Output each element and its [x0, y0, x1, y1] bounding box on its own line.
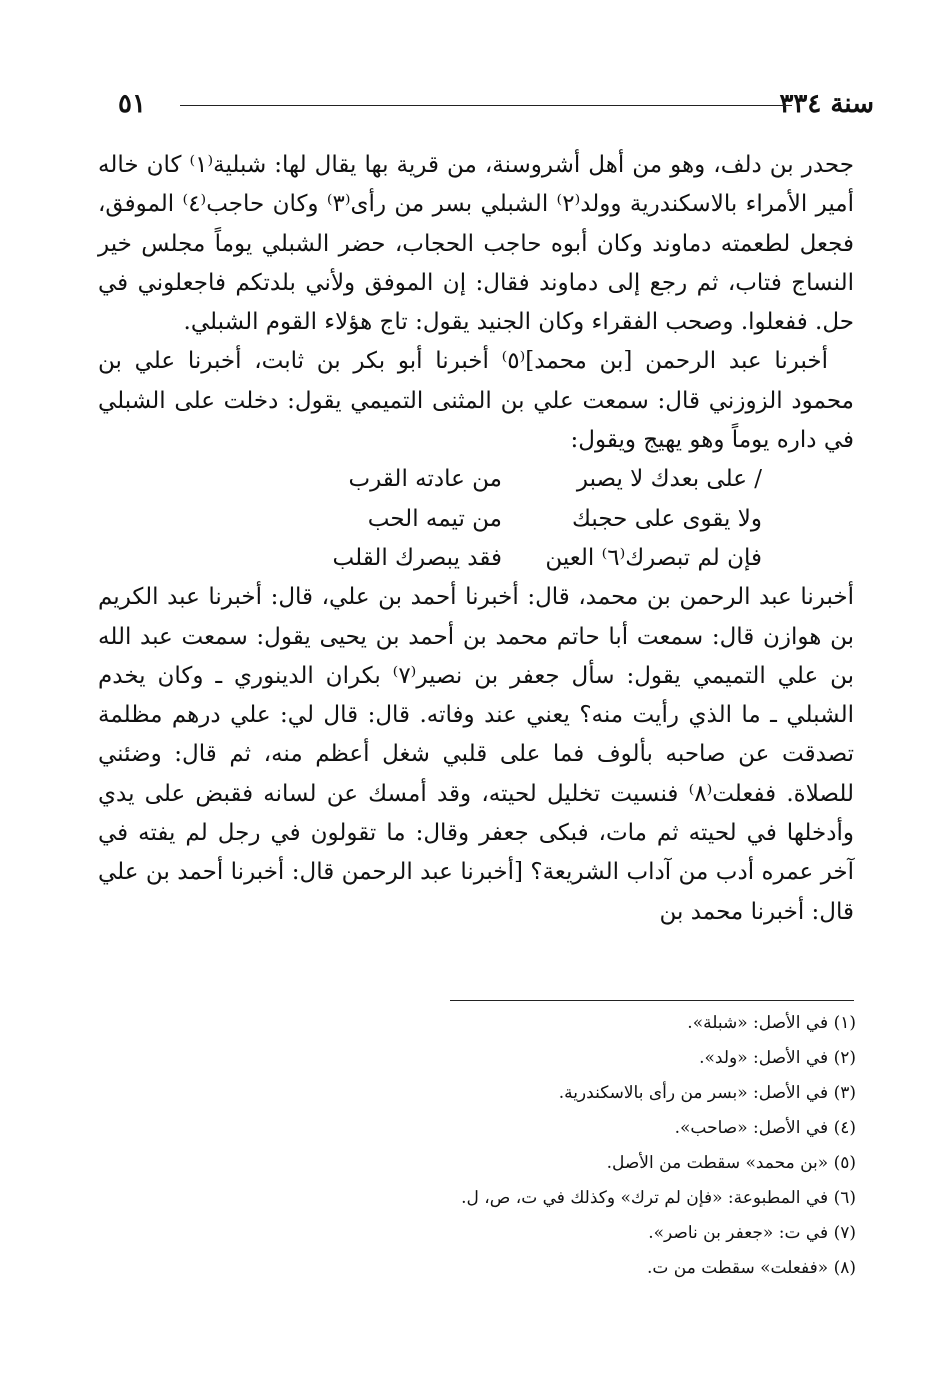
- header-rule: [180, 105, 792, 106]
- footnote-7: (٧) في ت: «جعفر بن ناصر».: [648, 1223, 856, 1243]
- poem-first-hemistich: فإن لم تبصرك⁽٦⁾ العين: [545, 544, 762, 571]
- page-header: [118, 86, 874, 126]
- page-number: ٥١: [118, 89, 146, 119]
- poem-first-hemistich: ولا يقوى على حجبك: [572, 505, 762, 532]
- footnote-5: (٥) «بن محمد» سقطت من الأصل.: [606, 1153, 856, 1173]
- poem-line-3: [98, 539, 854, 578]
- main-text: [98, 146, 854, 932]
- poem: [98, 460, 854, 578]
- footnote-6: (٦) في المطبوعة: «فإن لم ترك» وكذلك في ت، ص، ل.: [461, 1188, 856, 1208]
- poem-line-1: [98, 460, 854, 499]
- footnote-8: (٨) «ففعلت» سقطت من ت.: [646, 1258, 856, 1278]
- footnotes: [356, 1006, 856, 1286]
- poem-second-hemistich: فقد يبصرك القلب: [332, 544, 502, 571]
- footnote-3: (٣) في الأصل: «بسر من رأى بالاسكندرية.: [558, 1083, 856, 1103]
- paragraph-1: جحدر بن دلف، وهو من أهل أشروسنة، من قرية بها يقال لها: شبلية⁽١⁾ كان خاله أمير الأمراء بالاسكندرية وولد⁽٢⁾ الشبلي بسر من رأى⁽٣⁾ وكان حاجب⁽٤⁾ الموفق، فجعل لطعمته دماوند وكان أبوه حاجب الحجاب، حضر الشبلي يوماً مجلس خير النساج فتاب، ثم رجع إلى دماوند فقال: إن الموفق ولأني بلدتكم فاجعلوني في حل. ففعلوا. وصحب الفقراء وكان الجنيد يقول: تاج هؤلاء القوم الشبلي.: [98, 152, 855, 336]
- poem-first-hemistich: / على بعدك لا يصبر: [576, 466, 762, 493]
- footnote-1: (١) في الأصل: «شبلة».: [687, 1013, 856, 1033]
- poem-line-2: [98, 500, 854, 539]
- poem-second-hemistich: من تيمه الحب: [367, 505, 502, 532]
- poem-second-hemistich: من عادته القرب: [348, 466, 502, 493]
- paragraph-3: أخبرنا عبد الرحمن بن محمد، قال: أخبرنا أحمد بن علي، قال: أخبرنا عبد الكريم بن هوازن قال: سمعت أبا حاتم محمد بن أحمد بن يحيى يقول: سمعت عبد الله بن علي التميمي يقول: سأل جعفر بن نصير⁽٧⁾ بكران الدينوري ـ وكان يخدم الشبلي ـ ما الذي رأيت منه؟ يعني عند وفاته. قال: قال لي: علي درهم مظلمة تصدقت عن صاحبه بألوف فما على قلبي شغل أعظم منه، ثم قال: وضئني للصلاة. ففعلت⁽٨⁾ فنسيت تخليل لحيته، وقد أمسك عن لسانه فقبض على يدي وأدخلها في لحيته ثم مات، فبكى جعفر وقال: ما تقولون في رجل لم يفته في آخر عمره أدب من آداب الشريعة؟ [أخبرنا عبد الرحمن قال: أخبرنا أحمد بن علي قال: أخبرنا محمد بن: [98, 584, 855, 925]
- footnote-rule: [450, 1000, 854, 1001]
- footnote-4: (٤) في الأصل: «صاحب».: [674, 1118, 856, 1138]
- paragraph-2: أخبرنا عبد الرحمن [بن محمد]⁽٥⁾ أخبرنا أبو بكر بن ثابت، أخبرنا علي بن محمود الزوزني قال: سمعت علي بن المثنى التميمي يقول: دخلت على الشبلي في داره يوماً وهو يهيج ويقول:: [98, 348, 854, 454]
- running-title: سنة ٣٣٤: [779, 89, 874, 119]
- footnote-2: (٢) في الأصل: «ولد».: [699, 1048, 856, 1068]
